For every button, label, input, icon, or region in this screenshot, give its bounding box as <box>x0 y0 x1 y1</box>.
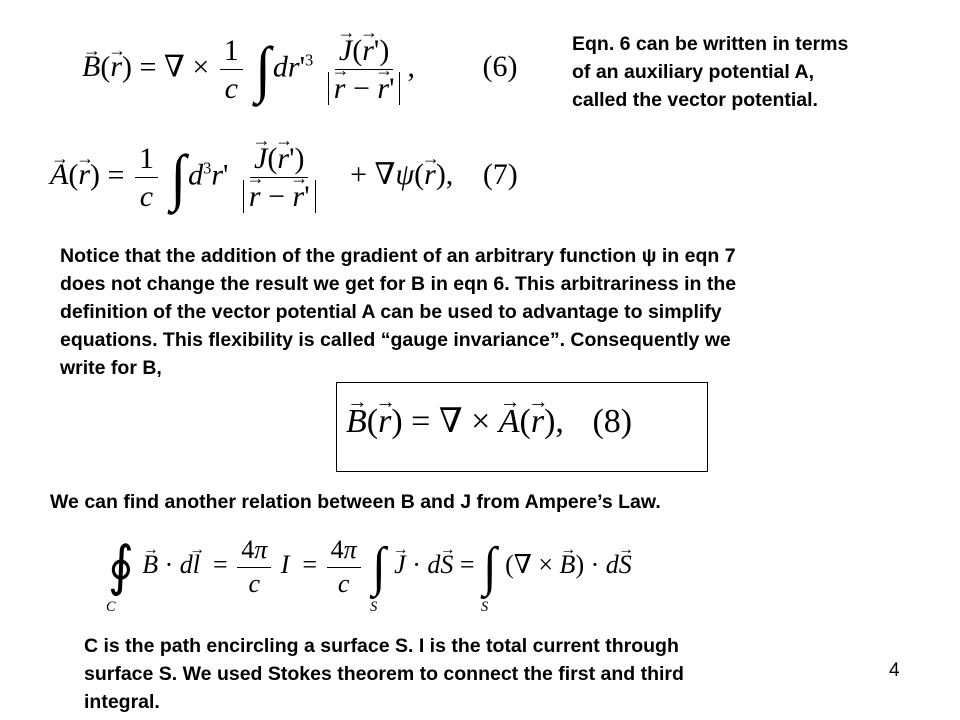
contour-subscript: C <box>106 598 116 615</box>
notice-line-5: write for B, <box>60 357 162 379</box>
ampere-equation: ∮ C → B · d→ l = $\frac{4\pi}{c}$ I = $\frac{4\pi}{c}$ ∫ S → J · d→ S = ∫ S (∇ × → B) · d→ S <box>106 536 632 598</box>
surface-subscript-1: S <box>370 598 378 615</box>
surface-subscript-2: S <box>481 598 489 615</box>
ampere-law-text: We can find another relation between B and J from Ampere’s Law. <box>50 491 661 513</box>
page-number: 4 <box>889 660 900 681</box>
notice-line-3: definition of the vector potential A can be used to advantage to simplify <box>60 301 722 323</box>
stokes-line-2: surface S. We used Stokes theorem to connect the first and third <box>84 663 684 685</box>
intro-line-3: called the vector potential. <box>572 89 818 111</box>
equation-8-label: (8) <box>592 403 633 440</box>
intro-line-2: of an auxiliary potential A, <box>572 61 814 83</box>
equation-8: → B(→ r) = ∇ × → A(→ r), (8) <box>346 405 632 439</box>
notice-line-2: does not change the result we get for B in eqn 6. This arbitrariness in the <box>60 273 737 295</box>
stokes-line-3: integral. <box>84 691 160 713</box>
intro-line-1: Eqn. 6 can be written in terms <box>572 33 849 55</box>
stokes-line-1: C is the path encircling a surface S. I is the total current through <box>84 635 679 657</box>
notice-line-4: equations. This flexibility is called “gauge invariance”. Consequently we <box>60 329 731 351</box>
notice-line-1: Notice that the addition of the gradient of an arbitrary function ψ in eqn 7 <box>60 245 736 267</box>
equation-7-label: (7) <box>482 158 518 192</box>
equation-7: → A(→ r) = $\frac{1}{c}$ $\int d^3r'$ → J(→ r') → r − → r' + ∇ψ(→ r), (7) <box>50 142 518 213</box>
equation-6-label: (6) <box>482 50 518 84</box>
equation-6: → B(→ r) = ∇ × $\frac{1}{c}$ $\int dr'^3$ → J(→ r') → r − → r' , (6) <box>82 34 517 105</box>
